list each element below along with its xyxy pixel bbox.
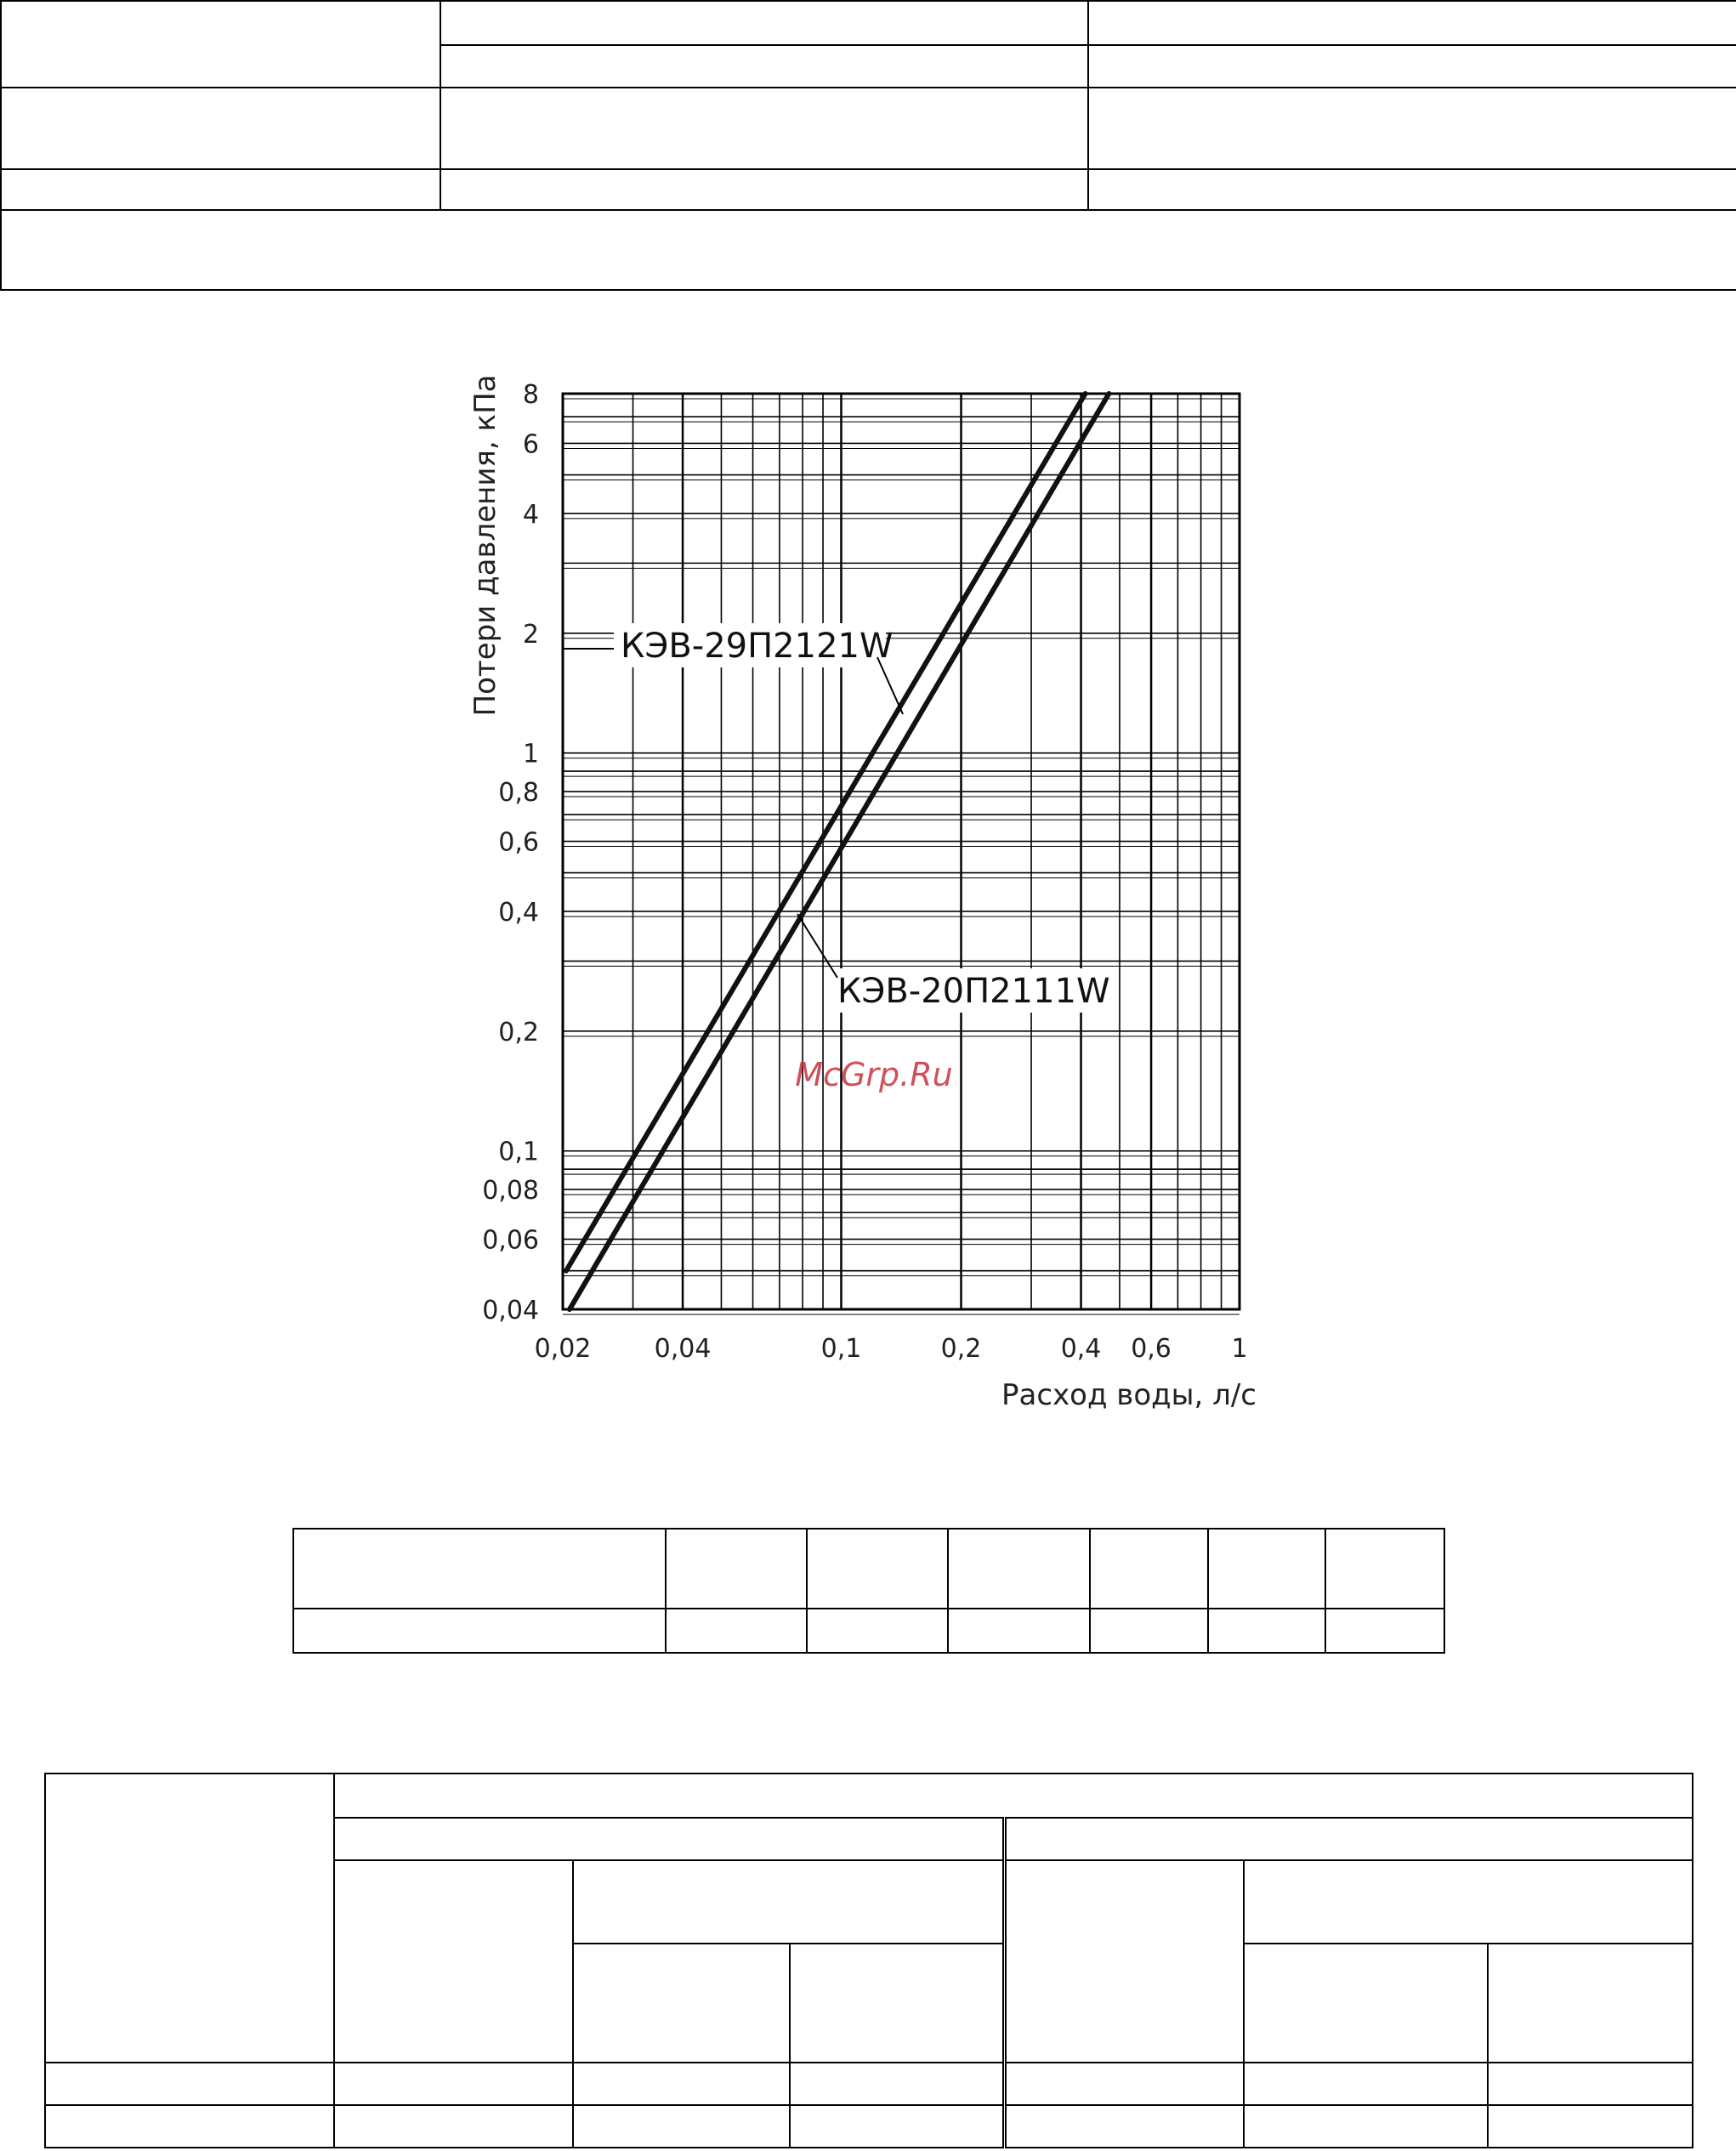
middle-table-cell bbox=[1208, 1529, 1325, 1609]
grid-lines bbox=[563, 394, 1240, 1314]
bottom-table-cell bbox=[790, 2063, 1004, 2105]
x-tick-label: 0,1 bbox=[820, 1334, 862, 1364]
bottom-table-cell bbox=[1488, 2063, 1693, 2105]
x-tick-label: 0,6 bbox=[1131, 1334, 1172, 1364]
bottom-table-cell bbox=[1244, 2063, 1488, 2105]
y-tick-label: 0,6 bbox=[498, 827, 539, 858]
middle-table-cell bbox=[666, 1609, 807, 1653]
bottom-table-cell bbox=[1004, 1818, 1693, 1860]
y-tick-label: 0,2 bbox=[498, 1017, 539, 1047]
bottom-table-cell bbox=[1244, 2105, 1488, 2148]
bottom-table-cell bbox=[1004, 2063, 1244, 2105]
series-layer bbox=[566, 394, 1109, 1309]
bottom-table-cell bbox=[573, 1860, 1004, 1944]
middle-table-cell bbox=[1090, 1529, 1208, 1609]
middle-table-cell bbox=[807, 1529, 948, 1609]
x-tick-label: 0,4 bbox=[1060, 1334, 1102, 1364]
bottom-table-cell bbox=[45, 1774, 334, 2063]
bottom-table-cell bbox=[573, 2105, 790, 2148]
bottom-table-cell bbox=[573, 2063, 790, 2105]
y-tick-label: 0,8 bbox=[498, 778, 539, 809]
leader-line bbox=[797, 914, 837, 978]
bottom-table-cell bbox=[573, 1944, 790, 2063]
series-label-kev29: КЭВ-29П2121W bbox=[621, 627, 894, 666]
y-tick-label: 8 bbox=[522, 380, 539, 410]
bottom-table-cell bbox=[334, 2105, 573, 2148]
x-tick-label: 0,04 bbox=[654, 1334, 712, 1364]
bottom-table-cell bbox=[1004, 2105, 1244, 2148]
bottom-table-cell bbox=[1488, 2105, 1693, 2148]
y-tick-label: 0,1 bbox=[498, 1137, 539, 1167]
bottom-table-cell bbox=[334, 1774, 1693, 1818]
middle-table-cell bbox=[948, 1529, 1090, 1609]
y-tick-label: 0,04 bbox=[482, 1296, 539, 1325]
bottom-table-cell bbox=[1488, 1944, 1693, 2063]
middle-table-cell bbox=[1325, 1609, 1444, 1653]
middle-table-cell bbox=[293, 1529, 666, 1609]
bottom-table-cell bbox=[45, 2063, 334, 2105]
bottom-table-cell bbox=[790, 1944, 1004, 2063]
x-tick-label: 1 bbox=[1231, 1334, 1248, 1364]
y-tick-label: 2 bbox=[522, 619, 539, 650]
series-label-kev20: КЭВ-20П2111W bbox=[837, 972, 1110, 1011]
y-tick-label: 4 bbox=[522, 499, 539, 530]
y-tick-label: 0,4 bbox=[498, 897, 539, 928]
bottom-table-cell bbox=[334, 2063, 573, 2105]
middle-table-cell bbox=[1325, 1529, 1444, 1609]
bottom-table bbox=[44, 1773, 1693, 2148]
middle-table-cell bbox=[948, 1609, 1090, 1653]
bottom-table-cell bbox=[1244, 1860, 1693, 1944]
middle-table-cell bbox=[807, 1609, 948, 1653]
series-line-0 bbox=[566, 394, 1086, 1271]
middle-table-cell bbox=[1090, 1609, 1208, 1653]
bottom-table-cell bbox=[1004, 1860, 1244, 2063]
middle-table-cell bbox=[666, 1529, 807, 1609]
bottom-table-cell bbox=[45, 2105, 334, 2148]
watermark: McGrp.Ru bbox=[795, 1056, 953, 1093]
middle-table bbox=[292, 1528, 1445, 1654]
y-axis-title: Потери давления, кПа bbox=[468, 374, 502, 717]
x-tick-label: 0,2 bbox=[940, 1334, 982, 1364]
bottom-table-cell bbox=[1244, 1944, 1488, 2063]
x-axis-title: Расход воды, л/с bbox=[1001, 1378, 1257, 1412]
y-tick-label: 6 bbox=[522, 429, 539, 460]
bottom-table-cell bbox=[334, 1818, 1004, 1860]
series-line-1 bbox=[570, 394, 1109, 1309]
middle-table-cell bbox=[1208, 1609, 1325, 1653]
bottom-table-cell bbox=[334, 1860, 573, 2063]
bottom-table-cell bbox=[790, 2105, 1004, 2148]
middle-table-cell bbox=[293, 1609, 666, 1653]
y-tick-label: 0,06 bbox=[482, 1225, 539, 1256]
plot-frame bbox=[563, 394, 1240, 1309]
y-tick-label: 1 bbox=[522, 739, 539, 769]
y-tick-label: 0,08 bbox=[482, 1176, 539, 1206]
leader-line bbox=[877, 657, 903, 714]
x-tick-label: 0,02 bbox=[534, 1334, 592, 1364]
